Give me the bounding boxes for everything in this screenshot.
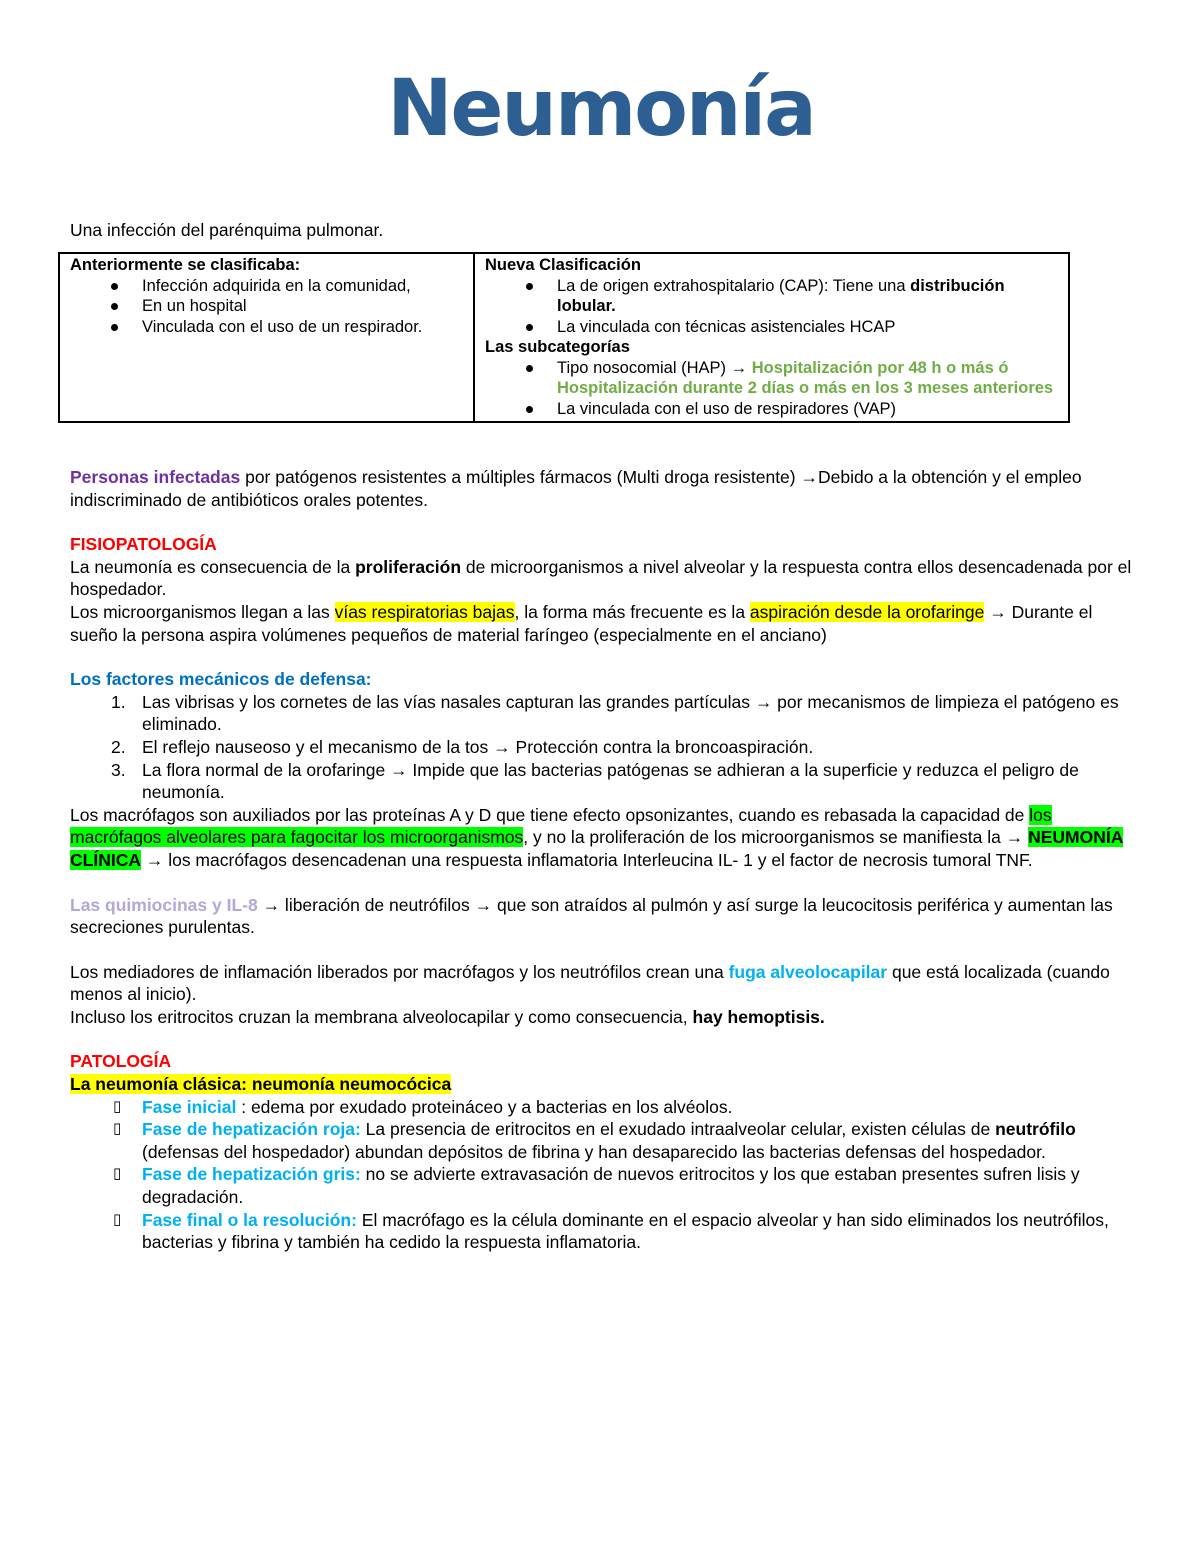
yellow-highlight: vías respiratorias bajas (334, 601, 515, 622)
item-text: La flora normal de la orofaringe → Impide que las bacterias patógenas se adhieran a la superficie y reduzca el peligro de neumonía. (142, 759, 1079, 803)
mechanical-defense-list (70, 691, 1132, 804)
fisiopatologia-heading: FISIOPATOLOGÍA (70, 534, 217, 555)
list-item (111, 759, 1132, 804)
item-text: El reflejo nauseoso y el mecanismo de la tos → Protección contra la broncoaspiración. (142, 736, 814, 757)
box-bullet-icon: ▯ (113, 1210, 122, 1228)
list-item: La vinculada con el uso de respiradores (VAP) (557, 399, 1058, 420)
old-classification-list (70, 276, 463, 338)
list-item (557, 276, 1058, 317)
text-span: , la forma más frecuente es la (514, 601, 750, 622)
text-span: Los mediadores de inflamación liberados por macrófagos y los neutrófilos crean una (70, 961, 729, 982)
hemoptysis-paragraph (70, 1006, 1132, 1029)
list-item (111, 736, 1132, 759)
text-span: Incluso los eritrocitos cruzan la membrana alveolocapilar y como consecuencia, (70, 1006, 693, 1027)
list-item: Vinculada con el uso de un respirador. (142, 317, 463, 338)
item-bold: distribución lobular. (557, 276, 1005, 315)
list-number: 1. (111, 691, 126, 712)
classification-table (58, 252, 1070, 423)
text-span: , y no la proliferación de los microorganismos se manifiesta la → (523, 827, 1029, 848)
new-classification-list (485, 276, 1058, 338)
phase-label: Fase de hepatización gris: (142, 1164, 361, 1185)
item-text: Las vibrisas y los cornetes de las vías nasales capturan las grandes partículas → por mecanismos de limpieza el patógeno es eliminado. (142, 691, 1119, 735)
box-bullet-icon: ▯ (113, 1097, 122, 1115)
page-title: Neumonía (387, 64, 815, 154)
item-text: La de origen extrahospitalario (CAP): Tiene una (557, 276, 911, 295)
paragraph-text: por patógenos resistentes a múltiples fármacos (Multi droga resistente) →Debido a la obtención y el empleo indiscriminado de antibióticos orales potentes. (70, 467, 1082, 510)
list-item: Infección adquirida en la comunidad, (142, 276, 463, 297)
item-text: no se advierte extravasación de nuevos eritrocitos y los que estaban presentes sufren lisis y degradación. (142, 1164, 1080, 1208)
item-text: La presencia de eritrocitos en el exudado intraalveolar celular, existen células de (360, 1119, 996, 1140)
text-span: → Durante el sueño la persona aspira volúmenes pequeños de material faríngeo (especialmente en el anciano) (70, 601, 1093, 645)
box-bullet-icon: ▯ (113, 1120, 122, 1138)
item-text: (defensas del hospedador) abundan depósitos de fibrina y han desaparecido las bacterias defensas del hospedador. (142, 1141, 1046, 1162)
green-highlight-text: Hospitalización por 48 h o más ó Hospitalización durante 2 días o más en los 3 meses anteriores (557, 358, 1054, 397)
subcategories-list (485, 358, 1058, 420)
text-span: Los macrófagos son auxiliados por las proteínas A y D que tiene efecto opsonizantes, cuando es rebasada la capacidad de (70, 804, 1030, 825)
chemokine-lead: Las quimiocinas y IL-8 (70, 894, 258, 915)
phase-label: Fase inicial (142, 1096, 237, 1117)
phase-label: Fase final o la resolución: (142, 1209, 357, 1230)
infected-paragraph (70, 466, 1132, 511)
text-span: que está localizada (cuando menos al inicio). (70, 961, 1110, 1005)
list-number: 3. (111, 759, 126, 780)
bold-term: hay hemoptisis. (692, 1006, 825, 1027)
list-item: La vinculada con técnicas asistenciales HCAP (557, 317, 1058, 338)
item-text: Tipo nosocomial (HAP) → (557, 358, 752, 377)
list-item (113, 1096, 1132, 1119)
bold-term: neutrófilo (995, 1119, 1076, 1140)
list-item (113, 1118, 1132, 1163)
list-item (557, 358, 1058, 399)
fisio-paragraph-2 (70, 601, 1132, 646)
mediators-paragraph (70, 961, 1132, 1006)
macrophage-paragraph (70, 804, 1132, 872)
chemokine-paragraph (70, 894, 1132, 939)
old-classification-cell (59, 253, 474, 422)
list-number: 2. (111, 736, 126, 757)
text-span: Los microorganismos llegan a las (70, 601, 335, 622)
fisio-paragraph-1 (70, 556, 1132, 601)
phase-label: Fase de hepatización roja: (142, 1119, 361, 1140)
new-classification-heading: Nueva Clasificación (485, 256, 641, 274)
box-bullet-icon: ▯ (113, 1165, 122, 1183)
phases-list (70, 1096, 1132, 1254)
green-highlight: los macrófagos alveolares para fagocitar los microorganismos (70, 804, 1052, 848)
yellow-highlight-bold: La neumonía clásica: neumonía neumocócica (70, 1074, 452, 1095)
document-body (70, 466, 1132, 1254)
infected-lead: Personas infectadas (70, 467, 241, 487)
classic-pneumonia-heading (70, 1073, 1132, 1096)
patologia-heading: PATOLOGÍA (70, 1051, 172, 1072)
yellow-highlight: aspiración desde la orofaringe (749, 601, 985, 622)
list-item (113, 1209, 1132, 1254)
list-item: En un hospital (142, 296, 463, 317)
list-item (111, 691, 1132, 736)
cyan-term: fuga alveolocapilar (728, 961, 888, 982)
green-highlight-bold: NEUMONÍA CLÍNICA (70, 827, 1124, 870)
mechanical-defense-heading: Los factores mecánicos de defensa: (70, 669, 372, 690)
text-span: → liberación de neutrófilos → que son atraídos al pulmón y así surge la leucocitosis periférica y aumentan las secreciones purulentas. (70, 894, 1113, 938)
intro-text: Una infección del parénquima pulmonar. (70, 220, 384, 240)
list-item (113, 1163, 1132, 1208)
subcategories-heading: Las subcategorías (485, 338, 630, 356)
text-span: → los macrófagos desencadenan una respuesta inflamatoria Interleucina IL- 1 y el factor de necrosis tumoral TNF. (140, 849, 1033, 870)
bold-term: proliferación (355, 556, 462, 577)
new-classification-cell (474, 253, 1069, 422)
old-classification-heading: Anteriormente se clasificaba: (70, 256, 301, 274)
item-text: : edema por exudado proteináceo y a bacterias en los alvéolos. (236, 1096, 733, 1117)
item-text: El macrófago es la célula dominante en el espacio alveolar y han sido eliminados los neutrófilos, bacterias y fibrina y también ha cedido la respuesta inflamatoria. (142, 1209, 1109, 1253)
text-span: de microorganismos a nivel alveolar y la respuesta contra ellos desencadenada por el hospedador. (70, 556, 1132, 600)
text-span: La neumonía es consecuencia de la (70, 556, 356, 577)
